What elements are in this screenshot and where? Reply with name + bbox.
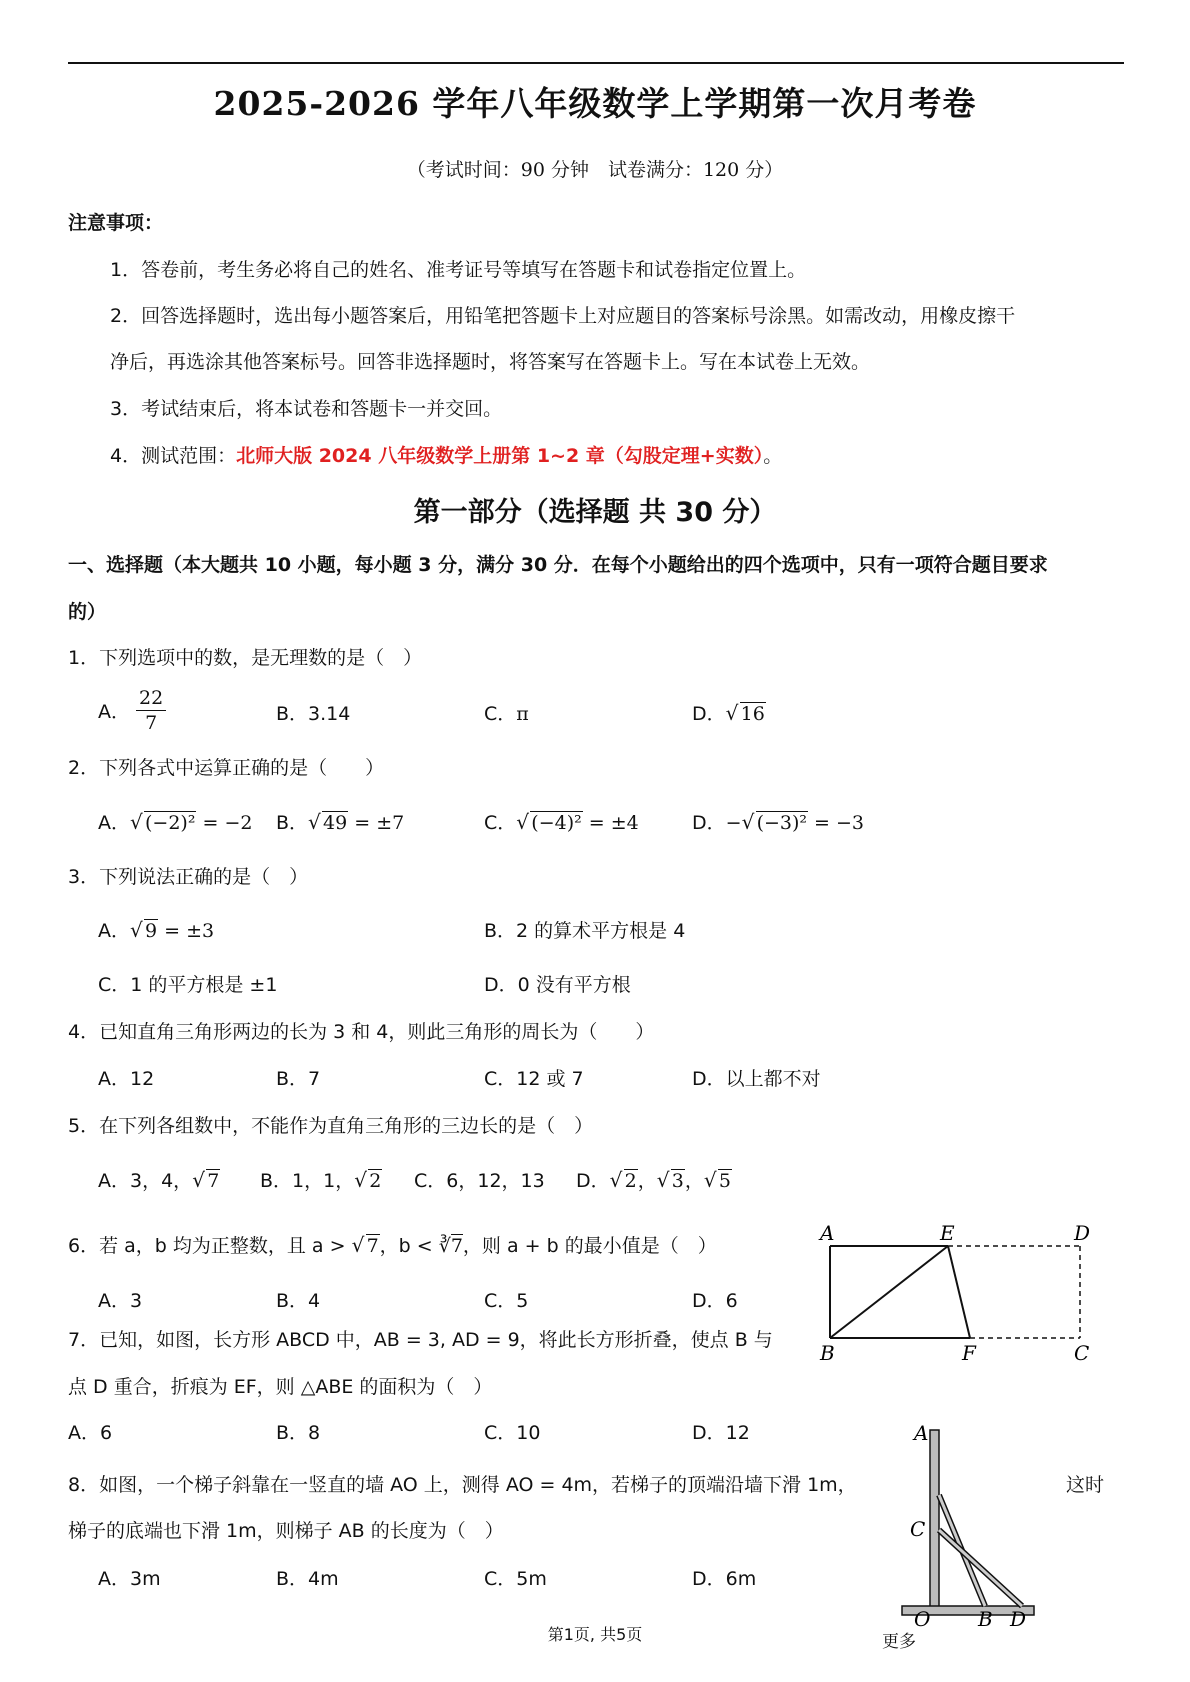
- option-label: B．: [276, 812, 309, 834]
- label-B: B: [978, 1607, 993, 1628]
- question-1-option-d: [692, 699, 766, 726]
- radicand: 5: [718, 1170, 731, 1192]
- label-O: O: [914, 1607, 931, 1628]
- option-label: D．: [692, 812, 726, 834]
- sqrt: [352, 1235, 380, 1257]
- question-1-option-b: B．3.14: [276, 703, 351, 725]
- section-instructions-cont: 的）: [68, 601, 107, 623]
- sqrt: [704, 1170, 732, 1192]
- question-6-option-a: A．3: [98, 1290, 143, 1312]
- question-4-option-c: C．12 或 7: [484, 1068, 584, 1090]
- ladder-wall-figure: [880, 1400, 1060, 1628]
- sqrt: [130, 812, 196, 834]
- question-7-option-c: C．10: [484, 1422, 541, 1444]
- question-1-option-a: [98, 686, 166, 735]
- question-4-option-d: D．以上都不对: [692, 1068, 821, 1090]
- question-6-option-c: C．5: [484, 1290, 529, 1312]
- label-C: C: [910, 1517, 926, 1541]
- option-label: A．: [98, 812, 130, 834]
- exam-info: （考试时间：90 分钟 试卷满分：120 分）: [406, 159, 784, 181]
- equation-rhs: = −2: [196, 812, 253, 834]
- fraction-denominator: 7: [145, 712, 158, 734]
- label-D: D: [1074, 1222, 1091, 1245]
- radicand: 9: [145, 920, 158, 942]
- test-scope: 北师大版 2024 八年级数学上册第 1~2 章（勾股定理+实数）: [236, 445, 764, 467]
- question-7-option-d: D．12: [692, 1422, 750, 1444]
- question-8-option-a: A．3m: [98, 1568, 161, 1590]
- label-B: B: [820, 1341, 835, 1362]
- radicand: (−4)²: [531, 812, 582, 834]
- notice-heading: 注意事项：: [68, 212, 164, 234]
- question-8-option-d: D．6m: [692, 1568, 757, 1590]
- label-E: E: [940, 1222, 955, 1245]
- question-3-option-b: B．2 的算术平方根是 4: [484, 920, 686, 942]
- question-7-option-a: A．6: [68, 1422, 113, 1444]
- question-3-option-c: C．1 的平方根是 ±1: [98, 974, 278, 996]
- equation-rhs: = ±3: [158, 920, 215, 942]
- fraction: [136, 686, 166, 735]
- question-7-stem-cont: 点 D 重合，折痕为 EF，则 △ABE 的面积为（ ）: [68, 1376, 493, 1398]
- question-1-stem: 1．下列选项中的数，是无理数的是（ ）: [68, 647, 423, 669]
- equation-rhs: = ±7: [348, 812, 405, 834]
- option-value: π: [516, 703, 529, 725]
- page-footer: 第1页, 共5页: [547, 1625, 643, 1644]
- question-8-stem: 8．如图，一个梯子斜靠在一竖直的墙 AO 上，测得 AO = 4m，若梯子的顶端沿墙下滑 1m，: [68, 1474, 857, 1496]
- sqrt: [657, 1170, 685, 1192]
- question-4-option-b: B．7: [276, 1068, 321, 1090]
- question-5-stem: 5．在下列各组数中，不能作为直角三角形的三边长的是（ ）: [68, 1115, 594, 1137]
- separator: ，: [637, 1170, 657, 1192]
- question-2-option-c: [484, 808, 639, 835]
- equation-rhs: = −3: [808, 812, 865, 834]
- notice-item-2: 2．回答选择题时，选出每小题答案后，用铅笔把答题卡上对应题目的答案标号涂黑。如需改动，用橡皮擦干: [110, 305, 1016, 327]
- equation-rhs: = ±4: [582, 812, 639, 834]
- question-5-option-c: C．6，12，13: [414, 1170, 545, 1192]
- radicand: (−3)²: [756, 812, 808, 834]
- sqrt: [610, 1170, 638, 1192]
- label-F: F: [962, 1341, 976, 1362]
- label-D: D: [1010, 1607, 1027, 1628]
- question-5-option-d: [576, 1166, 732, 1193]
- question-1-option-c: [484, 699, 529, 726]
- part-one-title: 第一部分（选择题 共 30 分）: [413, 497, 777, 528]
- sqrt: [130, 920, 158, 942]
- notice-item-3: 3．考试结束后，将本试卷和答题卡一并交回。: [110, 398, 503, 420]
- radicand: 7: [450, 1235, 463, 1257]
- notice-item-1: 1．答卷前，考生务必将自己的姓名、准考证号等填写在答题卡和试卷指定位置上。: [110, 259, 807, 281]
- separator: ，: [684, 1170, 704, 1192]
- option-label: C．: [484, 812, 517, 834]
- question-4-stem: 4．已知直角三角形两边的长为 3 和 4，则此三角形的周长为（ ）: [68, 1021, 655, 1043]
- radicand: 2: [369, 1170, 382, 1192]
- notice-item-4-suffix: 。: [763, 445, 783, 467]
- question-6-option-b: B．4: [276, 1290, 321, 1312]
- question-3-option-d: D．0 没有平方根: [484, 974, 631, 996]
- minus-sign: −: [725, 812, 742, 834]
- question-5-option-a: [98, 1166, 220, 1193]
- question-8-stem-cont: 梯子的底端也下滑 1m，则梯子 AB 的长度为（ ）: [68, 1520, 504, 1542]
- radicand: 2: [624, 1170, 637, 1192]
- question-5-option-b: [260, 1166, 382, 1193]
- question-6-option-d: D．6: [692, 1290, 738, 1312]
- notice-item-4-prefix: 4．测试范围：: [110, 445, 237, 467]
- question-2-stem: 2．下列各式中运算正确的是（ ）: [68, 757, 385, 779]
- question-2-option-d: [692, 808, 864, 835]
- sqrt: [742, 812, 808, 834]
- option-label: A．: [98, 701, 130, 723]
- question-6-stem: [68, 1231, 717, 1258]
- page-title: 2025-2026 学年八年级数学上学期第一次月考卷: [213, 84, 977, 123]
- question-8-option-b: B．4m: [276, 1568, 339, 1590]
- stem-text: ，b < ∛: [379, 1235, 451, 1257]
- radicand: (−2)²: [145, 812, 196, 834]
- question-3-stem: 3．下列说法正确的是（ ）: [68, 866, 309, 888]
- fraction-numerator: 22: [136, 686, 166, 711]
- more-link[interactable]: 更多: [882, 1632, 916, 1652]
- question-2-option-a: [98, 808, 252, 835]
- question-8-option-c: C．5m: [484, 1568, 547, 1590]
- question-2-option-b: [276, 808, 404, 835]
- label-A: A: [820, 1222, 835, 1245]
- option-label: A．: [98, 920, 130, 942]
- question-3-option-a: [98, 916, 214, 943]
- question-4-option-a: A．12: [98, 1068, 155, 1090]
- sqrt: [726, 703, 766, 725]
- sqrt: [308, 812, 348, 834]
- question-8-stem-tail: 这时: [1066, 1474, 1105, 1496]
- option-text: A．3，4，: [98, 1170, 193, 1192]
- question-7-stem: 7．已知，如图，长方形 ABCD 中，AB = 3, AD = 9，将此长方形折叠，使点 B 与: [68, 1329, 773, 1351]
- radicand: 7: [207, 1170, 220, 1192]
- notice-item-2-cont: 净后，再选涂其他答案标号。回答非选择题时，将答案写在答题卡上。写在本试卷上无效。: [110, 351, 871, 373]
- option-label: C．: [484, 703, 517, 725]
- option-text: B．1，1，: [260, 1170, 355, 1192]
- label-A: A: [914, 1421, 929, 1445]
- option-label: D．: [576, 1170, 610, 1192]
- sqrt: [516, 812, 582, 834]
- question-7-option-b: B．8: [276, 1422, 321, 1444]
- radicand: 49: [323, 812, 348, 834]
- top-rule: [68, 62, 1124, 64]
- radicand: 7: [366, 1235, 379, 1257]
- option-label: D．: [692, 703, 726, 725]
- section-instructions: 一、选择题（本大题共 10 小题，每小题 3 分，满分 30 分．在每个小题给出的四个选项中，只有一项符合题目要求: [68, 554, 1048, 576]
- notice-item-4: [110, 441, 782, 468]
- radicand: 16: [740, 703, 765, 725]
- rectangle-fold-figure: [812, 1222, 1102, 1362]
- label-C: C: [1074, 1341, 1090, 1362]
- stem-text: ，则 a + b 的最小值是（ ）: [462, 1235, 717, 1257]
- stem-text: 6．若 a，b 均为正整数，且 a >: [68, 1235, 352, 1257]
- sqrt: [192, 1170, 220, 1192]
- radicand: 3: [671, 1170, 684, 1192]
- sqrt: [354, 1170, 382, 1192]
